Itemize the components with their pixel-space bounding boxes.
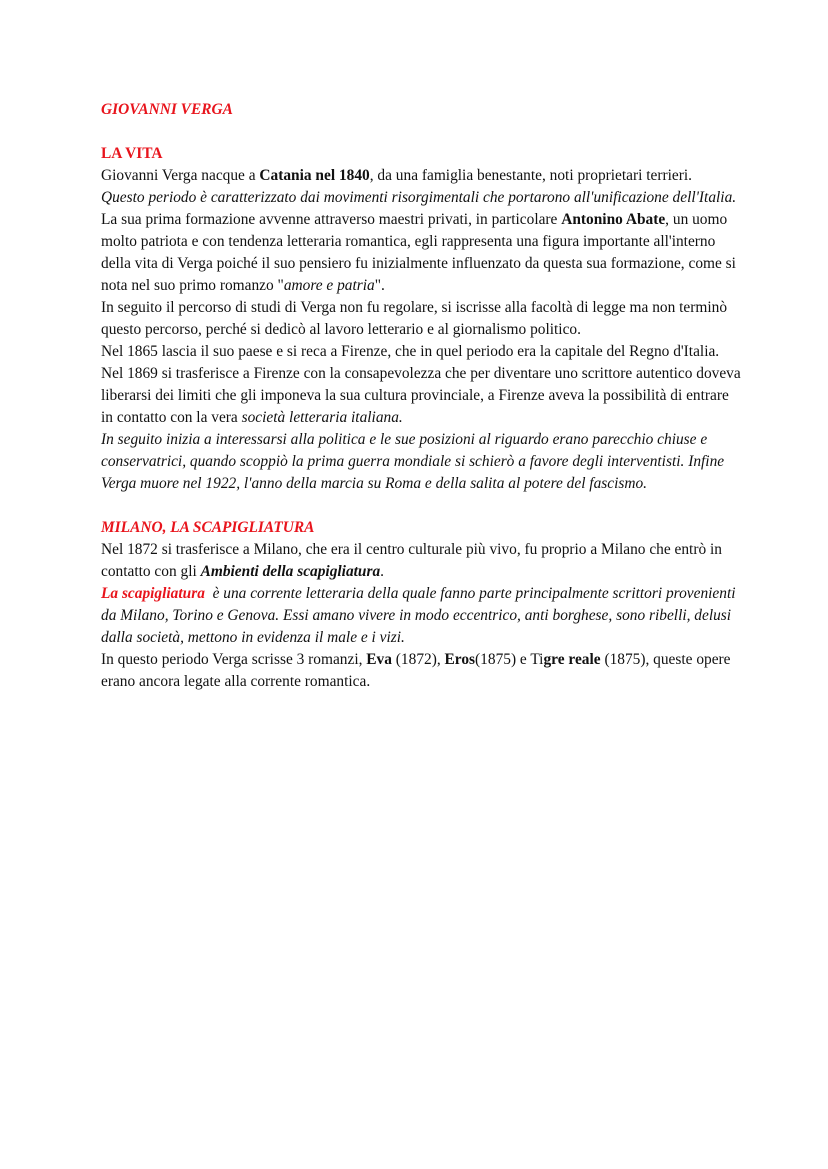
paragraph-milano — [101, 539, 741, 583]
text: (1875), queste opere erano ancora legate alla corrente romantica. — [101, 651, 731, 690]
spacer — [101, 495, 741, 517]
text: ". — [374, 277, 385, 294]
text: Nel 1869 si trasferisce a Firenze con la consapevolezza che per diventare uno scrittore autentico doveva liberarsi dei limiti che gli imponeva la sua cultura provinciale, a Firenze aveva la possibilità di entrare in contatto con la vera — [101, 365, 741, 426]
text: Nel 1872 si trasferisce a Milano, che era il centro culturale più vivo, fu proprio a Milano che entrò in contatto con gli — [101, 541, 722, 580]
italic-text: società letteraria italiana. — [241, 409, 403, 426]
bold-text: Catania nel 1840 — [259, 167, 370, 184]
paragraph-birth — [101, 165, 741, 187]
paragraph-scapigliatura — [101, 583, 741, 649]
text: , da una famiglia benestante, noti proprietari terrieri. — [369, 167, 692, 184]
paragraph-1865: Nel 1865 lascia il suo paese e si reca a Firenze, che in quel periodo era la capitale del Regno d'Italia. — [101, 343, 720, 360]
spacer — [101, 121, 741, 143]
paragraph-politica: In seguito inizia a interessarsi alla politica e le sue posizioni al riguardo erano parecchio chiuse e conservatrici, quando scoppiò la prima guerra mondiale si schierò a favore degli interventisti. Infine Verga muore nel 1922, l'anno della marcia su Roma e della salita al potere del fascismo. — [101, 431, 725, 492]
paragraph-formazione — [101, 209, 741, 297]
text: In questo periodo Verga scrisse 3 romanzi, — [101, 651, 367, 668]
paragraph-studi: In seguito il percorso di studi di Verga non fu regolare, si iscrisse alla facoltà di legge ma non terminò questo percorso, perché si dedicò al lavoro letterario e al giornalismo politico. — [101, 299, 728, 338]
bold-italic-text: Ambienti della scapigliatura — [200, 563, 381, 580]
bold-text: gre reale — [543, 651, 601, 668]
text: , un uomo molto patriota e con tendenza letteraria romantica, egli rappresenta una figura importante all'interno della vita di Verga poiché il suo pensiero fu inizialmente influenzato da questa sua formazione, come si nota nel suo primo romanzo " — [101, 211, 736, 294]
text: La sua prima formazione avvenne attraverso maestri privati, in particolare — [101, 211, 562, 228]
bold-text: Eva — [366, 651, 392, 668]
text: Giovanni Verga nacque a — [101, 167, 260, 184]
paragraph-1869 — [101, 363, 741, 429]
bold-text: Antonino Abate — [561, 211, 666, 228]
section-heading-la-vita: LA VITA — [101, 145, 163, 162]
document-body — [101, 99, 741, 693]
paragraph-risorgimento: Questo periodo è caratterizzato dai movimenti risorgimentali che portarono all'unificazione dell'Italia. — [101, 189, 737, 206]
bold-text: Eros — [444, 651, 476, 668]
document-title: GIOVANNI VERGA — [101, 101, 233, 118]
section-heading-milano: MILANO, LA SCAPIGLIATURA — [101, 519, 315, 536]
italic-text: amore e patria — [283, 277, 375, 294]
text: (1875) e Ti — [475, 651, 544, 668]
paragraph-romanzi — [101, 649, 741, 693]
text: (1872), — [391, 651, 445, 668]
text: . — [380, 563, 385, 580]
highlight-term: La scapigliatura — [101, 585, 205, 602]
text: è una corrente letteraria della quale fanno parte principalmente scrittori provenienti da Milano, Torino e Genova. Essi amano vivere in modo eccentrico, anti borghese, sono ribelli, delusi dalla società, mettono in evidenza il male e i vizi. — [101, 585, 740, 646]
